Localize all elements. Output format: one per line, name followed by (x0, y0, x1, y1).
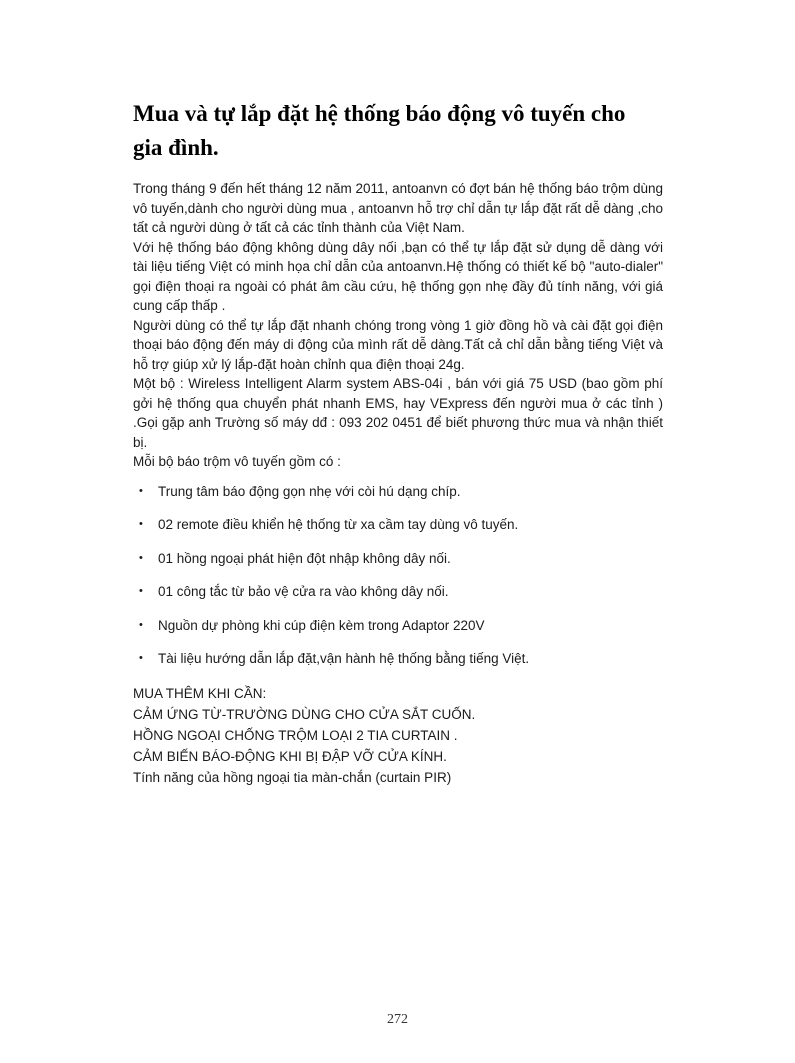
list-item (133, 649, 663, 669)
list-item-text: Tài liệu hướng dẫn lắp đặt,vận hành hệ thống bằng tiếng Việt. (158, 651, 530, 666)
extras-line: CẢM ỨNG TỪ-TRƯỜNG DÙNG CHO CỬA SẮT CUỐN. (133, 706, 476, 722)
list-item-text: 02 remote điều khiển hệ thống từ xa cầm tay dùng vô tuyến. (158, 517, 519, 532)
page-number: 272 (387, 1012, 408, 1027)
optional-extras-block (133, 683, 663, 788)
paragraph-installation: Người dùng có thể tự lắp đặt nhanh chóng trong vòng 1 giờ đồng hồ và cài đặt gọi điện thoại báo động đến máy di động của mình rất dễ dàng.Tất cả chỉ dẫn bằng tiếng Việt và hỗ trợ giúp xử lý lắp-đặt hoàn chỉnh qua điện thoại 24g. (133, 317, 663, 372)
bullet-icon: • (139, 618, 143, 631)
list-item (133, 549, 663, 569)
paragraph-intro: Trong tháng 9 đến hết tháng 12 năm 2011, antoanvn có đợt bán hệ thống báo trộm dùng vô tuyến,dành cho người dùng mua , antoanvn hỗ trợ chỉ dẫn tự lắp đặt rất dễ dàng ,cho tất cả người dùng ở tất cả các tỉnh thành của Việt Nam. (133, 181, 663, 235)
list-item-text: Trung tâm báo động gọn nhẹ với còi hú dạng chíp. (158, 483, 461, 499)
paragraph-kit-contents-intro: Mỗi bộ báo trộm vô tuyến gồm có : (133, 454, 341, 469)
kit-contents-list (133, 482, 663, 669)
body-text-block (133, 179, 663, 472)
extras-line: Tính năng của hồng ngoại tia màn-chắn (curtain PIR) (133, 769, 452, 785)
list-item-text: 01 hồng ngoại phát hiện đột nhập không dây nối. (158, 550, 451, 566)
document-title: Mua và tự lắp đặt hệ thống báo động vô tuyến cho gia đình. (133, 101, 626, 160)
list-item (133, 515, 663, 535)
paragraph-system-description: Với hệ thống báo động không dùng dây nối ,bạn có thể tự lắp đặt sử dụng dễ dàng với tài liệu tiếng Việt có minh họa chỉ dẫn của antoanvn.Hệ thống có thiết kế bộ "auto-dialer" gọi điện thoại ra ngoài có phát âm cầu cứu, hệ thống gọn nhẹ đầy đủ tính năng, với giá cung cấp thấp . (133, 239, 663, 313)
extras-line: HỒNG NGOẠI CHỐNG TRỘM LOẠI 2 TIA CURTAIN . (133, 727, 458, 743)
bullet-icon: • (139, 551, 143, 564)
list-item (133, 582, 663, 602)
extras-heading: MUA THÊM KHI CẦN: (133, 685, 267, 701)
bullet-icon: • (139, 518, 143, 530)
page-content (133, 97, 663, 788)
extras-line: CẢM BIẾN BÁO-ĐỘNG KHI BỊ ĐẬP VỠ CỬA KÍNH. (133, 748, 447, 764)
bullet-icon: • (139, 585, 143, 597)
list-item (133, 482, 663, 502)
bullet-icon: • (139, 484, 143, 497)
paragraph-pricing-contact: Một bộ : Wireless Intelligent Alarm system ABS-04i , bán với giá 75 USD (bao gồm phí gởi hệ thống qua chuyển phát nhanh EMS, hay VExpress đến người mua ở các tỉnh ) .Gọi gặp anh Trường số máy dđ : 093 202 0451 để biết phương thức mua và nhận thiết bị. (133, 376, 663, 450)
list-item-text: 01 công tắc từ bảo vệ cửa ra vào không dây nối. (158, 584, 449, 599)
list-item (133, 616, 663, 636)
list-item-text: Nguồn dự phòng khi cúp điện kèm trong Adaptor 220V (158, 617, 485, 633)
bullet-icon: • (139, 652, 143, 664)
